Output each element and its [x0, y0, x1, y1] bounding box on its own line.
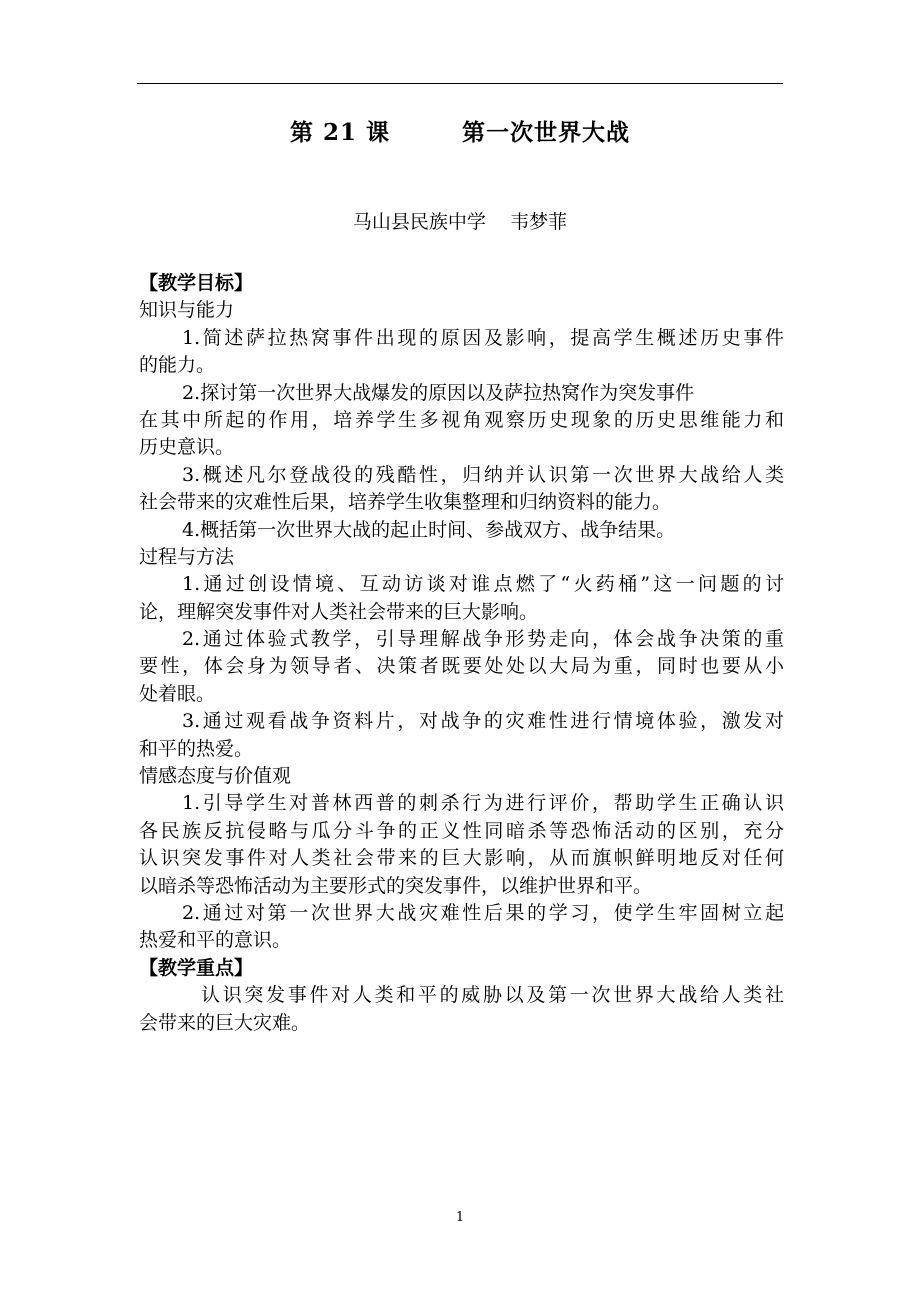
paragraph-line: 1.通过创设情境、互动访谈对谁点燃了“火药桶”这一问题的讨: [182, 573, 784, 596]
paragraph-line: 处着眼。: [139, 682, 216, 705]
paragraph-line: 会带来的巨大灾难。: [139, 1011, 311, 1034]
paragraph-line: 要性，体会身为领导者、决策者既要处处以大局为重，同时也要从小: [139, 655, 784, 678]
paragraph-line: 社会带来的灾难性后果，培养学生收集整理和归纳资料的能力。: [139, 491, 672, 514]
paragraph-line: 2.通过体验式教学，引导理解战争形势走向，体会战争决策的重: [182, 628, 784, 651]
subheading-knowledge-ability: 知识与能力: [139, 299, 235, 322]
author-line: 马山县民族中学 韦梦菲: [352, 211, 568, 233]
paragraph-line: 在其中所起的作用，培养学生多视角观察历史现象的历史思维能力和: [139, 408, 784, 431]
page-title: 第 21 课 第一次世界大战: [289, 119, 631, 146]
page-number: 1: [455, 1210, 465, 1225]
paragraph-line: 的能力。: [139, 354, 216, 377]
section-heading-teaching-objectives: 【教学目标】: [139, 272, 254, 294]
paragraph-line: 历史意识。: [139, 436, 235, 459]
paragraph-line: 3.通过观看战争资料片，对战争的灾难性进行情境体验，激发对: [182, 710, 784, 733]
paragraph-line: 和平的热爱。: [139, 737, 254, 760]
paragraph-line: 以暗杀等恐怖活动为主要形式的突发事件，以维护世界和平。: [139, 874, 653, 897]
header-rule: [137, 83, 783, 84]
paragraph-line: 1.引导学生对普林西普的刺杀行为进行评价，帮助学生正确认识: [182, 792, 784, 815]
subheading-process-method: 过程与方法: [139, 545, 235, 568]
paragraph-line: 2.通过对第一次世界大战灾难性后果的学习，使学生牢固树立起: [182, 901, 784, 924]
paragraph-line: 热爱和平的意识。: [139, 929, 292, 952]
paragraph-line: 4.概括第一次世界大战的起止时间、参战双方、战争结果。: [182, 518, 676, 541]
section-heading-teaching-focus: 【教学重点】: [139, 956, 254, 979]
paragraph-line: 2.探讨第一次世界大战爆发的原因以及萨拉热窝作为突发事件: [182, 381, 695, 404]
subheading-emotion-values: 情感态度与价值观: [139, 765, 292, 788]
paragraph-line: 认识突发事件对人类和平的威胁以及第一次世界大战给人类社: [201, 984, 784, 1007]
paragraph-line: 认识突发事件对人类社会带来的巨大影响，从而旗帜鲜明地反对任何: [139, 847, 784, 870]
paragraph-line: 论，理解突发事件对人类社会带来的巨大影响。: [139, 600, 539, 623]
paragraph-line: 1.简述萨拉热窝事件出现的原因及影响，提高学生概述历史事件: [182, 326, 784, 349]
document-body: [139, 270, 784, 1037]
paragraph-line: 各民族反抗侵略与瓜分斗争的正义性同暗杀等恐怖活动的区别，充分: [139, 819, 784, 842]
paragraph-line: 3.概述凡尔登战役的残酷性，归纳并认识第一次世界大战给人类: [182, 463, 784, 486]
